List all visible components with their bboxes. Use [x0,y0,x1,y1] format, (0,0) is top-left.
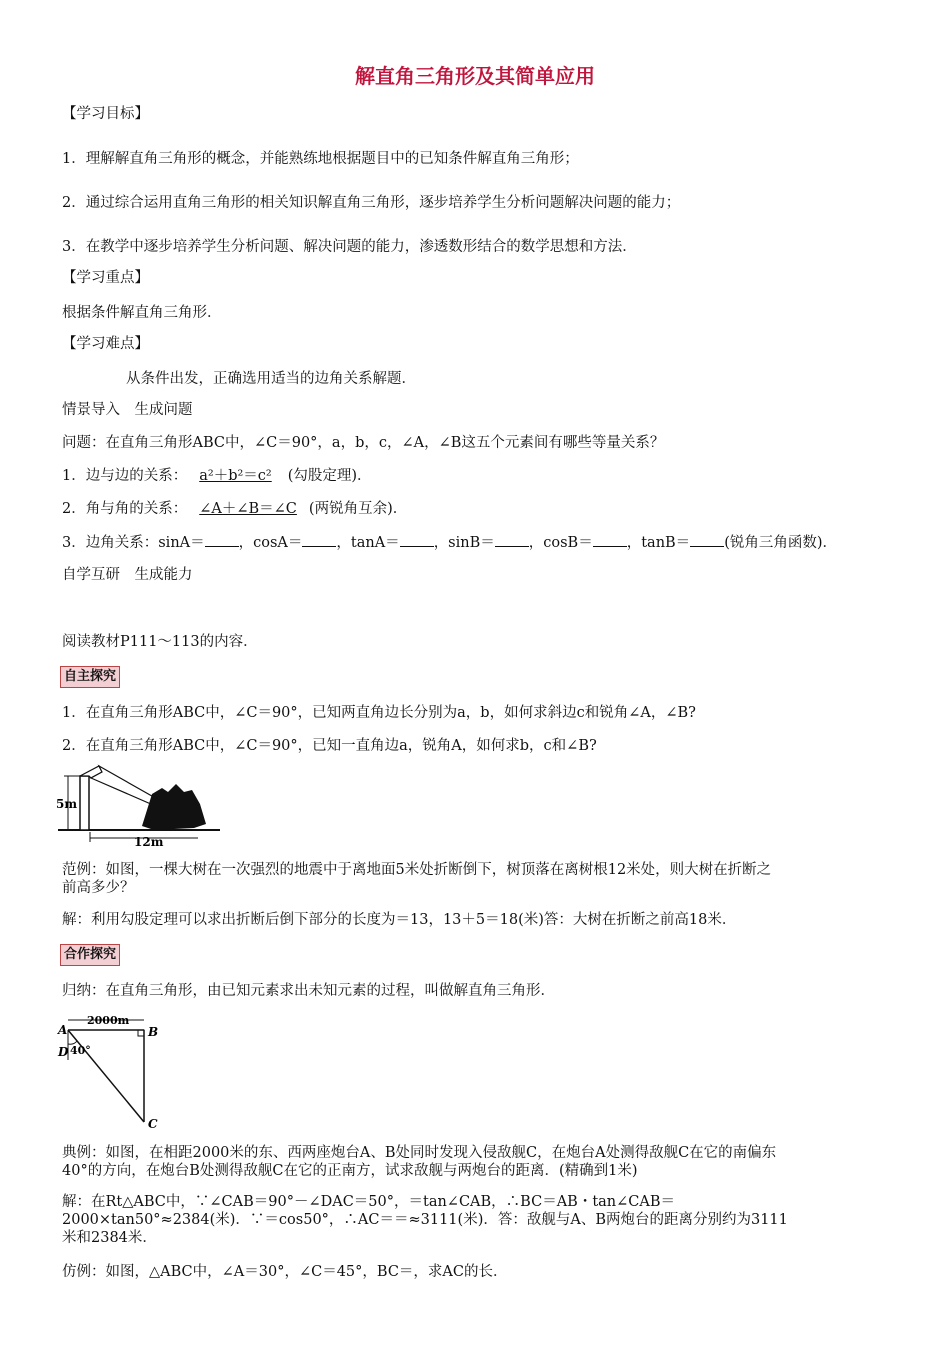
q1-suffix: (勾股定理)． [287,468,372,484]
example2-solution-2: 2000×tan50°≈2384(米)．∵＝cos50°，∴AC＝＝≈3111(米)．答：敌舰与A、B两炮台的距离分别约为3111 [62,1212,788,1228]
point-d-label: D [58,1045,69,1059]
triangle-figure [54,1012,174,1132]
blank[interactable] [400,532,434,547]
example1-line2: 前高多少？ [62,880,135,896]
example1-solution: 解：利用勾股定理可以求出折断后倒下部分的长度为＝13，13＋5＝18(米)答：大树在折断之前高18米． [62,912,737,928]
angle-label: 40° [70,1044,91,1057]
self-explore-badge: 自主探究 [60,666,120,688]
q3-prefix: 3．边角关系： [62,535,159,551]
height-label: 5m [56,797,78,811]
question-3 [62,532,837,553]
point-b-label: B [148,1025,159,1039]
q3-sin-a: sinA＝ [158,535,205,551]
q3-suffix: (锐角三角函数)． [724,535,838,551]
question-1 [62,466,372,486]
blank[interactable] [205,532,239,547]
blank[interactable] [302,532,336,547]
question-2 [62,499,407,519]
q3-sin-b: ，sinB＝ [433,535,495,551]
q2-prefix: 2．角与角的关系： [62,501,188,517]
base-label: 12m [134,835,164,849]
intro-heading: 情景导入 生成问题 [62,402,193,418]
goal-item-2: 2．通过综合运用直角三角形的相关知识解直角三角形，逐步培养学生分析问题解决问题的能力； [62,195,681,211]
selfstudy-q2: 2．在直角三角形ABC中，∠C＝90°，已知一直角边a，锐角A，如何求b，c和∠B? [62,738,597,754]
key-text: 根据条件解直角三角形． [62,305,222,321]
point-c-label: C [148,1117,158,1131]
coop-summary: 归纳：在直角三角形，由已知元素求出未知元素的过程，叫做解直角三角形． [62,983,555,999]
page-title: 解直角三角形及其简单应用 [355,64,595,88]
point-a-label: A [58,1023,68,1037]
coop-explore-badge: 合作探究 [60,944,120,966]
blank[interactable] [690,532,724,547]
q3-cos-a: ，cosA＝ [238,535,303,551]
example2-line1: 典例：如图，在相距2000米的东、西两座炮台A、B处同时发现入侵敌舰C，在炮台A处测得敌舰C在它的南偏东 [62,1145,777,1161]
q3-tan-b: ，tanB＝ [626,535,691,551]
q1-answer: a²＋b²＝c² [199,468,272,484]
selfstudy-q1: 1．在直角三角形ABC中，∠C＝90°，已知两直角边长分别为a，b，如何求斜边c和锐角∠A，∠B? [62,705,696,721]
example2-solution-3: 米和2384米． [62,1230,157,1246]
tree-trunk [80,776,89,830]
goal-item-1: 1．理解解直角三角形的概念，并能熟练地根据题目中的已知条件解直角三角形； [62,151,579,167]
example2-solution-1: 解：在Rt△ABC中，∵∠CAB＝90°－∠DAC＝50°，＝tan∠CAB，∴BC＝AB・tan∠CAB＝ [62,1194,676,1210]
tree-crown [142,784,206,830]
q3-cos-b: ，cosB＝ [528,535,593,551]
key-header: 【学习重点】 [62,270,149,286]
goals-header: 【学习目标】 [62,106,149,122]
goal-item-3: 3．在教学中逐步培养学生分析问题、解决问题的能力，渗透数形结合的数学思想和方法． [62,239,637,255]
intro-question: 问题：在直角三角形ABC中，∠C＝90°，a，b，c，∠A，∠B这五个元素间有哪些等量关系？ [62,435,665,451]
difficulty-header: 【学习难点】 [62,336,149,352]
example2-line2: 40°的方向，在炮台B处测得敌舰C在它的正南方，试求敌舰与两炮台的距离．(精确到1米) [62,1163,638,1179]
difficulty-text: 从条件出发，正确选用适当的边角关系解题． [126,371,416,387]
broken-tree-figure [54,764,224,854]
blank[interactable] [495,532,529,547]
practice-question: 仿例：如图，△ABC中，∠A＝30°，∠C＝45°，BC＝，求AC的长． [62,1264,508,1280]
q2-answer: ∠A＋∠B＝∠C [199,501,297,517]
q2-suffix: (两锐角互余)． [308,501,408,517]
reading-text: 阅读教材P111～113的内容． [62,634,258,650]
q1-prefix: 1．边与边的关系： [62,468,188,484]
right-angle-mark [138,1030,144,1036]
selfstudy-heading: 自学互研 生成能力 [62,567,193,583]
example1-line1: 范例：如图，一棵大树在一次强烈的地震中于离地面5米处折断倒下，树顶落在离树根12米处，则大树在折断之 [62,862,772,878]
blank[interactable] [593,532,627,547]
distance-label: 2000m [87,1014,130,1027]
q3-tan-a: ，tanA＝ [336,535,400,551]
